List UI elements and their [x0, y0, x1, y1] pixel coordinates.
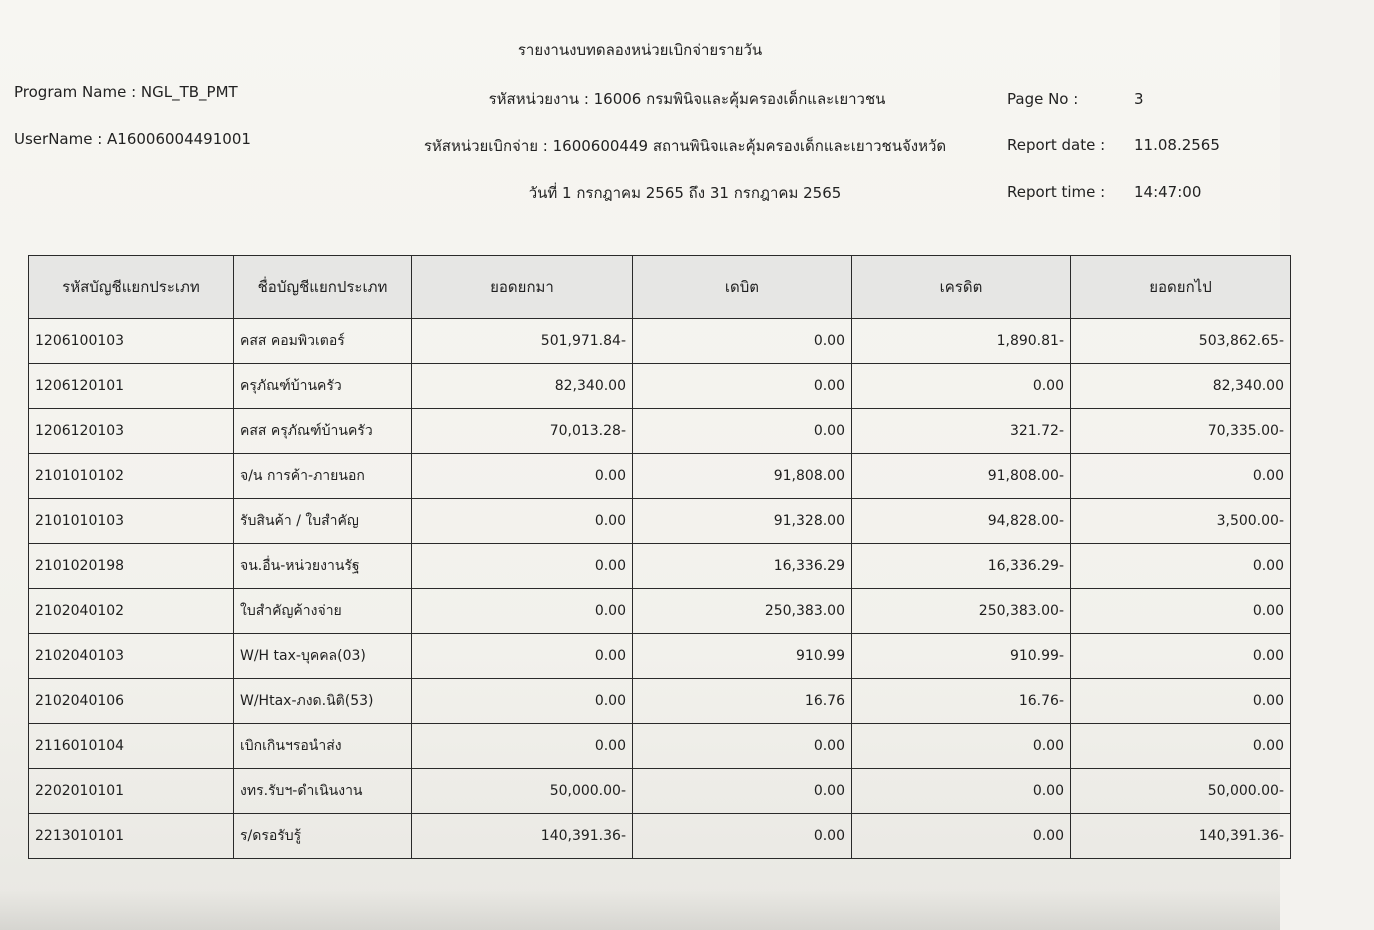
- debit: 910.99: [633, 634, 852, 679]
- credit: 1,890.81-: [852, 319, 1071, 364]
- account-code: 2102040103: [29, 634, 234, 679]
- credit: 250,383.00-: [852, 589, 1071, 634]
- account-code: 2101010102: [29, 454, 234, 499]
- credit: 0.00: [852, 364, 1071, 409]
- column-header-credit: เครดิต: [852, 256, 1071, 319]
- table-header: [29, 256, 1291, 319]
- account-name: จ/น การค้า-ภายนอก: [234, 454, 412, 499]
- table-row: [29, 364, 1291, 409]
- column-header-opening-balance: ยอดยกมา: [412, 256, 633, 319]
- opening-balance: 501,971.84-: [412, 319, 633, 364]
- account-name: รับสินค้า / ใบสำคัญ: [234, 499, 412, 544]
- table-row: [29, 499, 1291, 544]
- debit: 0.00: [633, 364, 852, 409]
- trial-balance-table: [28, 255, 1291, 859]
- closing-balance: 3,500.00-: [1071, 499, 1291, 544]
- table-row: [29, 724, 1291, 769]
- column-header-debit: เดบิต: [633, 256, 852, 319]
- closing-balance: 140,391.36-: [1071, 814, 1291, 859]
- page-no-value: 3: [1134, 90, 1144, 108]
- opening-balance: 82,340.00: [412, 364, 633, 409]
- page-no-label: Page No :: [1007, 90, 1079, 108]
- closing-balance: 50,000.00-: [1071, 769, 1291, 814]
- closing-balance: 0.00: [1071, 454, 1291, 499]
- disbursing-unit-line: รหัสหน่วยเบิกจ่าย : 1600600449 สถานพินิจและคุ้มครองเด็กและเยาวชนจังหวัด: [423, 137, 947, 155]
- opening-balance: 0.00: [412, 544, 633, 589]
- table-row: [29, 544, 1291, 589]
- account-name: W/H tax-บุคคล(03): [234, 634, 412, 679]
- account-code: 1206120101: [29, 364, 234, 409]
- report-time-label: Report time :: [1007, 183, 1106, 201]
- account-code: 1206120103: [29, 409, 234, 454]
- credit: 91,808.00-: [852, 454, 1071, 499]
- account-name: ครุภัณฑ์บ้านครัว: [234, 364, 412, 409]
- opening-balance: 70,013.28-: [412, 409, 633, 454]
- table-row: [29, 814, 1291, 859]
- column-header-account-code: รหัสบัญชีแยกประเภท: [29, 256, 234, 319]
- user-name: UserName : A16006004491001: [14, 130, 251, 148]
- debit: 91,808.00: [633, 454, 852, 499]
- agency-line: รหัสหน่วยงาน : 16006 กรมพินิจและคุ้มครองเด็กและเยาวชน: [488, 90, 886, 108]
- credit: 321.72-: [852, 409, 1071, 454]
- credit: 94,828.00-: [852, 499, 1071, 544]
- opening-balance: 0.00: [412, 634, 633, 679]
- header-row: [29, 256, 1291, 319]
- account-code: 2213010101: [29, 814, 234, 859]
- account-name: ร/ดรอรับรู้: [234, 814, 412, 859]
- debit: 0.00: [633, 814, 852, 859]
- credit: 0.00: [852, 724, 1071, 769]
- closing-balance: 82,340.00: [1071, 364, 1291, 409]
- report-title: รายงานงบทดลองหน่วยเบิกจ่ายรายวัน: [517, 41, 763, 59]
- table-row: [29, 679, 1291, 724]
- debit: 0.00: [633, 319, 852, 364]
- account-name: จน.อื่น-หน่วยงานรัฐ: [234, 544, 412, 589]
- closing-balance: 70,335.00-: [1071, 409, 1291, 454]
- account-code: 2102040102: [29, 589, 234, 634]
- date-range-line: วันที่ 1 กรกฎาคม 2565 ถึง 31 กรกฎาคม 2565: [528, 184, 842, 202]
- credit: 16.76-: [852, 679, 1071, 724]
- table-row: [29, 454, 1291, 499]
- debit: 0.00: [633, 409, 852, 454]
- closing-balance: 0.00: [1071, 634, 1291, 679]
- column-header-closing-balance: ยอดยกไป: [1071, 256, 1291, 319]
- account-name: คสส ครุภัณฑ์บ้านครัว: [234, 409, 412, 454]
- closing-balance: 503,862.65-: [1071, 319, 1291, 364]
- closing-balance: 0.00: [1071, 679, 1291, 724]
- report-time-value: 14:47:00: [1134, 183, 1202, 201]
- table-row: [29, 634, 1291, 679]
- credit: 910.99-: [852, 634, 1071, 679]
- debit: 16,336.29: [633, 544, 852, 589]
- opening-balance: 0.00: [412, 589, 633, 634]
- account-name: ใบสำคัญค้างจ่าย: [234, 589, 412, 634]
- debit: 0.00: [633, 724, 852, 769]
- report-date-value: 11.08.2565: [1134, 136, 1220, 154]
- debit: 250,383.00: [633, 589, 852, 634]
- account-code: 2101010103: [29, 499, 234, 544]
- debit: 0.00: [633, 769, 852, 814]
- table-row: [29, 589, 1291, 634]
- account-code: 1206100103: [29, 319, 234, 364]
- credit: 16,336.29-: [852, 544, 1071, 589]
- account-name: เบิกเกินฯรอนำส่ง: [234, 724, 412, 769]
- opening-balance: 140,391.36-: [412, 814, 633, 859]
- report-date-label: Report date :: [1007, 136, 1106, 154]
- credit: 0.00: [852, 814, 1071, 859]
- closing-balance: 0.00: [1071, 724, 1291, 769]
- account-name: W/Htax-ภงด.นิติ(53): [234, 679, 412, 724]
- opening-balance: 0.00: [412, 454, 633, 499]
- debit: 16.76: [633, 679, 852, 724]
- account-name: งทร.รับฯ-ดำเนินงาน: [234, 769, 412, 814]
- account-code: 2202010101: [29, 769, 234, 814]
- opening-balance: 50,000.00-: [412, 769, 633, 814]
- opening-balance: 0.00: [412, 499, 633, 544]
- credit: 0.00: [852, 769, 1071, 814]
- program-name: Program Name : NGL_TB_PMT: [14, 83, 238, 101]
- table-row: [29, 409, 1291, 454]
- table-body: [29, 319, 1291, 859]
- closing-balance: 0.00: [1071, 544, 1291, 589]
- account-code: 2116010104: [29, 724, 234, 769]
- column-header-account-name: ชื่อบัญชีแยกประเภท: [234, 256, 412, 319]
- page-bottom-shadow: [0, 890, 1280, 930]
- debit: 91,328.00: [633, 499, 852, 544]
- account-name: คสส คอมพิวเตอร์: [234, 319, 412, 364]
- closing-balance: 0.00: [1071, 589, 1291, 634]
- opening-balance: 0.00: [412, 724, 633, 769]
- table-row: [29, 769, 1291, 814]
- table-row: [29, 319, 1291, 364]
- account-code: 2102040106: [29, 679, 234, 724]
- account-code: 2101020198: [29, 544, 234, 589]
- opening-balance: 0.00: [412, 679, 633, 724]
